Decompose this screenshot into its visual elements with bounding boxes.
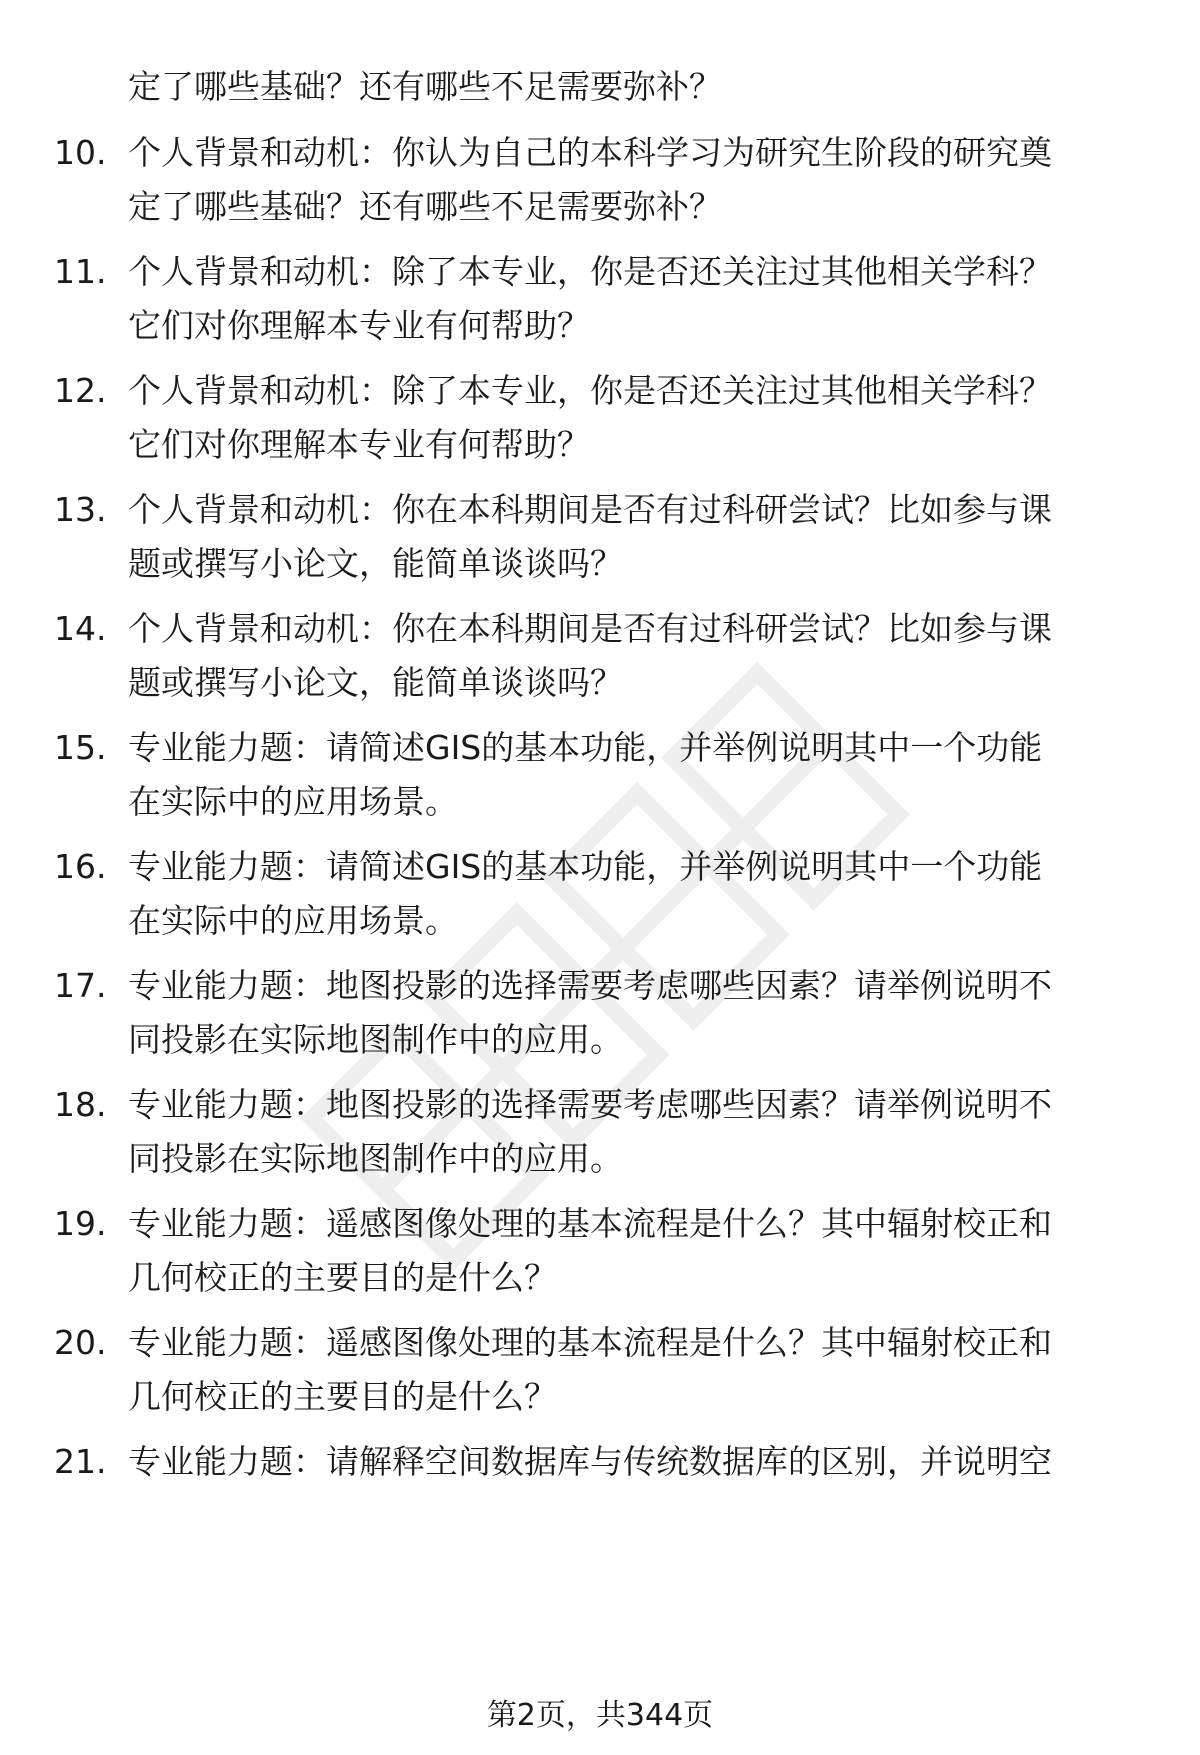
item-number: 14. [54,609,107,648]
item-text-line: 专业能力题：遥感图像处理的基本流程是什么？其中辐射校正和 [128,1323,1052,1362]
item-text-line: 在实际中的应用场景。 [128,782,458,821]
item-text-line: 题或撰写小论文，能简单谈谈吗？ [128,663,623,702]
item-number: 12. [54,371,107,410]
item-number: 13. [54,490,107,529]
item-text-line: 专业能力题：地图投影的选择需要考虑哪些因素？请举例说明不 [128,966,1052,1005]
item-text-line: 它们对你理解本专业有何帮助？ [128,425,590,464]
item-text-line: 定了哪些基础？还有哪些不足需要弥补？ [128,187,722,226]
item-text-line: 几何校正的主要目的是什么？ [128,1258,557,1297]
item-text-line: 在实际中的应用场景。 [128,901,458,940]
item-number: 16. [54,847,107,886]
item-text-line: 专业能力题：请简述GIS的基本功能，并举例说明其中一个功能 [128,847,1043,886]
item-number: 15. [54,728,107,767]
item-text-line: 个人背景和动机：除了本专业，你是否还关注过其他相关学科？ [128,252,1052,291]
item-text-line: 几何校正的主要目的是什么？ [128,1377,557,1416]
item-text-line: 个人背景和动机：你在本科期间是否有过科研尝试？比如参与课 [128,609,1052,648]
page-footer: 第2页，共344页 [486,1698,714,1733]
item-number: 10. [54,133,107,172]
item-text-line: 它们对你理解本专业有何帮助？ [128,306,590,345]
item-number: 19. [54,1204,107,1243]
item-text-line: 专业能力题：请简述GIS的基本功能，并举例说明其中一个功能 [128,728,1043,767]
item-number: 17. [54,966,107,1005]
item-text-line: 专业能力题：请解释空间数据库与传统数据库的区别，并说明空 [128,1442,1052,1481]
item-text-line: 个人背景和动机：你在本科期间是否有过科研尝试？比如参与课 [128,490,1052,529]
item-number: 18. [54,1085,107,1124]
item-text-line: 题或撰写小论文，能简单谈谈吗？ [128,544,623,583]
carry-over-line: 定了哪些基础？还有哪些不足需要弥补？ [128,67,722,106]
item-number: 21. [54,1442,107,1481]
item-text-line: 专业能力题：地图投影的选择需要考虑哪些因素？请举例说明不 [128,1085,1052,1124]
item-text-line: 同投影在实际地图制作中的应用。 [128,1139,623,1178]
item-text-line: 个人背景和动机：你认为自己的本科学习为研究生阶段的研究奠 [128,133,1052,172]
item-text-line: 同投影在实际地图制作中的应用。 [128,1020,623,1059]
item-number: 11. [54,252,107,291]
item-text-line: 专业能力题：遥感图像处理的基本流程是什么？其中辐射校正和 [128,1204,1052,1243]
item-number: 20. [54,1323,107,1362]
item-text-line: 个人背景和动机：除了本专业，你是否还关注过其他相关学科？ [128,371,1052,410]
